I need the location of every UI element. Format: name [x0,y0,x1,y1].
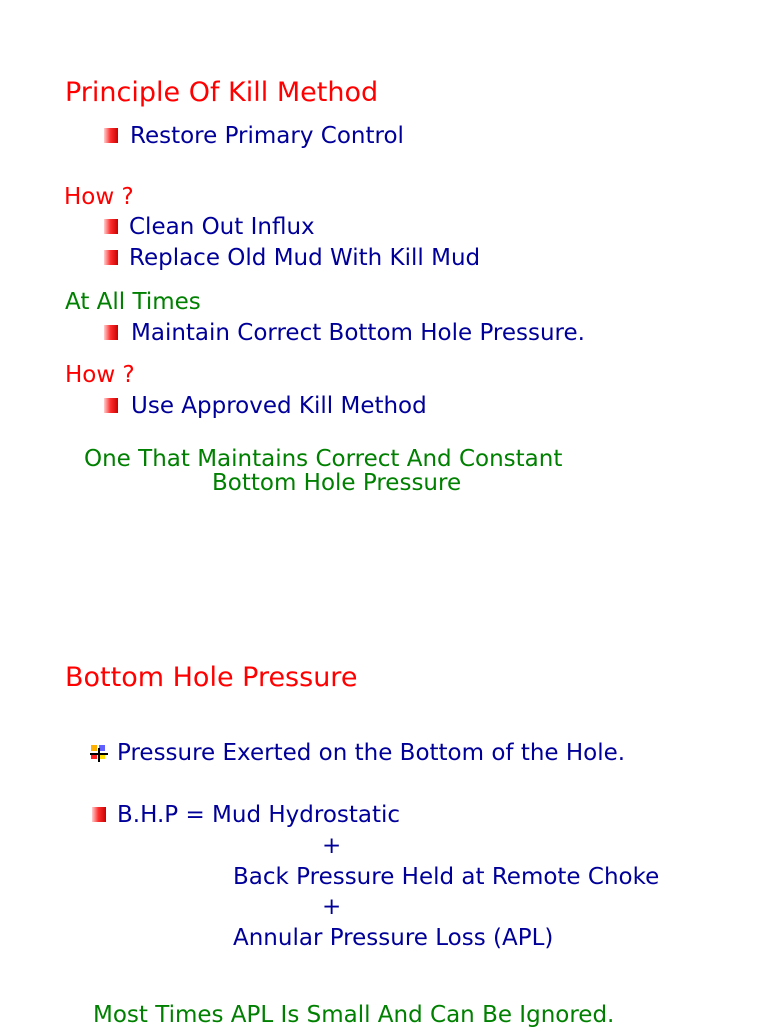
bullet-use-approved-kill-method: Use Approved Kill Method [131,393,427,419]
square-bullet-icon [92,807,106,822]
bullet-maintain-bhp: Maintain Correct Bottom Hole Pressure. [131,320,585,346]
square-bullet-icon [104,128,118,143]
section-title-bhp: Bottom Hole Pressure [65,662,358,693]
formula-bhp-mud-hydrostatic: B.H.P = Mud Hydrostatic [117,802,401,828]
how-label-1: How ? [64,184,134,210]
formula-plus-2: + [322,894,342,920]
how-label-2: How ? [65,362,135,388]
note-line-2: Bottom Hole Pressure [212,470,462,496]
bhp-definition: Pressure Exerted on the Bottom of the Hole. [117,740,626,766]
cross-bullet-icon [90,744,108,762]
section-title-kill-method: Principle Of Kill Method [65,77,379,108]
note-line-1: One That Maintains Correct And Constant [84,446,563,472]
formula-plus-1: + [322,833,342,859]
bullet-replace-old-mud: Replace Old Mud With Kill Mud [129,245,481,271]
square-bullet-icon [104,219,118,234]
footer-note: Most Times APL Is Small And Can Be Ignored. [93,1002,615,1028]
formula-annular-pressure-loss: Annular Pressure Loss (APL) [233,925,554,951]
bullet-restore-primary-control: Restore Primary Control [130,123,404,149]
square-bullet-icon [104,325,118,340]
formula-back-pressure: Back Pressure Held at Remote Choke [233,864,660,890]
bullet-clean-out-influx: Clean Out Influx [129,214,315,240]
square-bullet-icon [104,250,118,265]
square-bullet-icon [104,398,118,413]
at-all-times-label: At All Times [65,289,201,315]
